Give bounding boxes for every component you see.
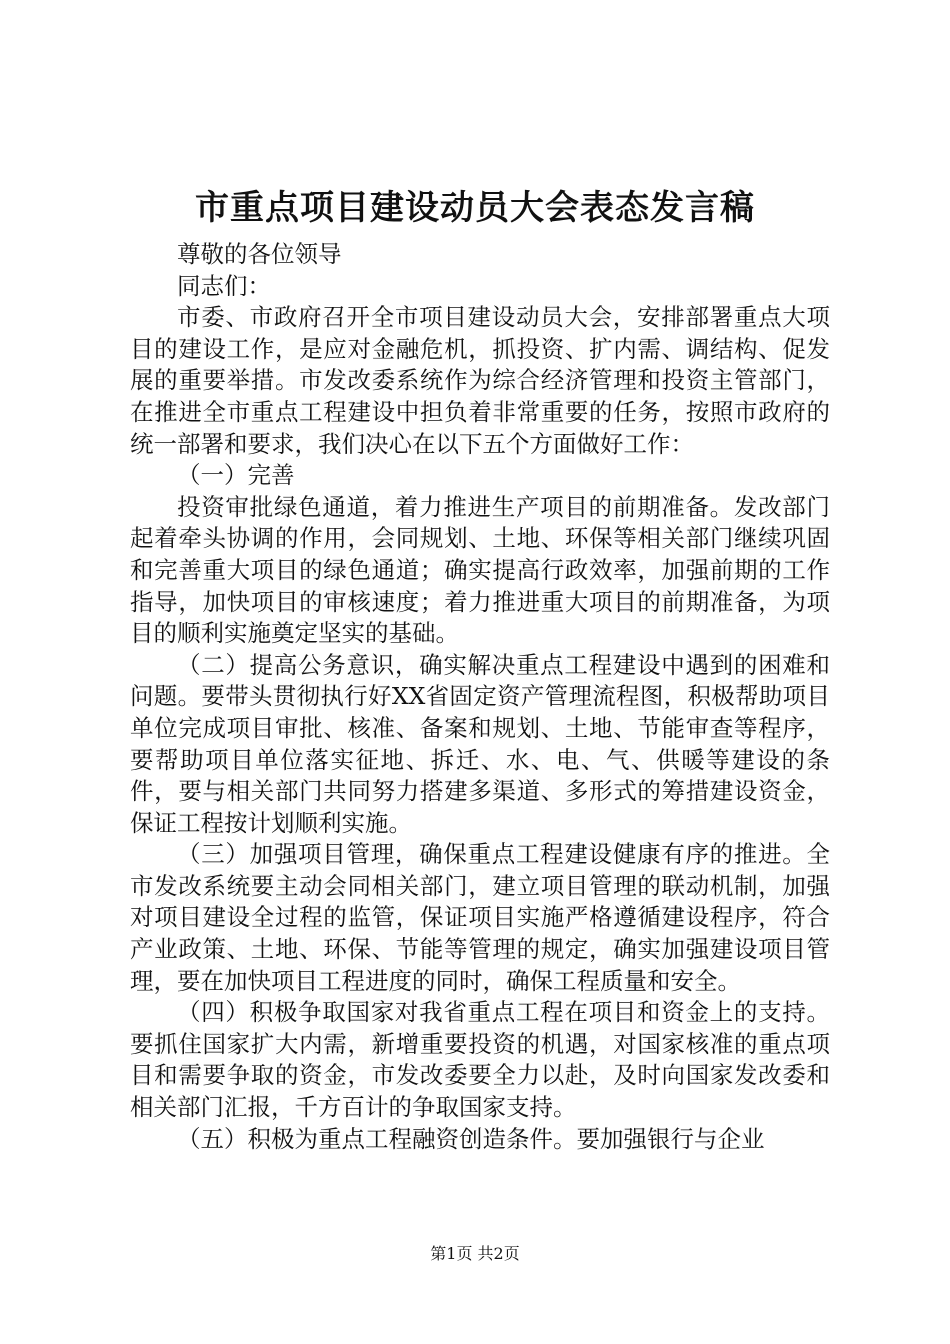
body-paragraph: （五）积极为重点工程融资创造条件。要加强银行与企业: [177, 1124, 765, 1153]
section-heading: （一）完善: [177, 461, 295, 490]
body-paragraph: 投资审批绿色通道，着力推进生产项目的前期准备。发改部门起着牵头协调的作用，会同规划、土地、环保等相关部门继续巩固和完善重大项目的绿色通道；确实提高行政效率，加强前期的工作指导，加快项目的审核速度；着力推进重大项目的前期准备，为项目的顺利实施奠定坚实的基础。: [130, 492, 830, 648]
body-paragraph: 市委、市政府召开全市项目建设动员大会，安排部署重点大项目的建设工作，是应对金融危机，抓投资、扩内需、调结构、促发展的重要举措。市发改委系统作为综合经济管理和投资主管部门，在推进全市重点工程建设中担负着非常重要的任务，按照市政府的统一部署和要求，我们决心在以下五个方面做好工作：: [130, 303, 830, 458]
body-paragraph: （四）积极争取国家对我省重点工程在项目和资金上的支持。要抓住国家扩大内需，新增重要投资的机遇，对国家核准的重点项目和需要争取的资金，市发改委要全力以赴，及时向国家发改委和相关部门汇报，千方百计的争取国家支持。: [130, 998, 830, 1122]
salutation-line: 同志们：: [177, 271, 271, 300]
page-number-footer: 第1页 共2页: [430, 1244, 520, 1263]
document-body: [130, 239, 830, 1155]
salutation-line: 尊敬的各位领导: [177, 240, 342, 268]
body-paragraph: （二）提高公务意识，确实解决重点工程建设中遇到的困难和问题。要带头贯彻执行好XX省固定资产管理流程图，积极帮助项目单位完成项目审批、核准、备案和规划、土地、节能审查等程序，要帮助项目单位落实征地、拆迁、水、电、气、供暖等建设的条件，要与相关部门共同努力搭建多渠道、多形式的筹措建设资金，保证工程按计划顺利实施。: [130, 650, 830, 837]
document-title: 市重点项目建设动员大会表态发言稿: [195, 188, 755, 228]
body-paragraph: （三）加强项目管理，确保重点工程建设健康有序的推进。全市发改系统要主动会同相关部门，建立项目管理的联动机制，加强对项目建设全过程的监管，保证项目实施严格遵循建设程序，符合产业政策、土地、环保、节能等管理的规定，确实加强建设项目管理，要在加快项目工程进度的同时，确保工程质量和安全。: [130, 840, 830, 995]
